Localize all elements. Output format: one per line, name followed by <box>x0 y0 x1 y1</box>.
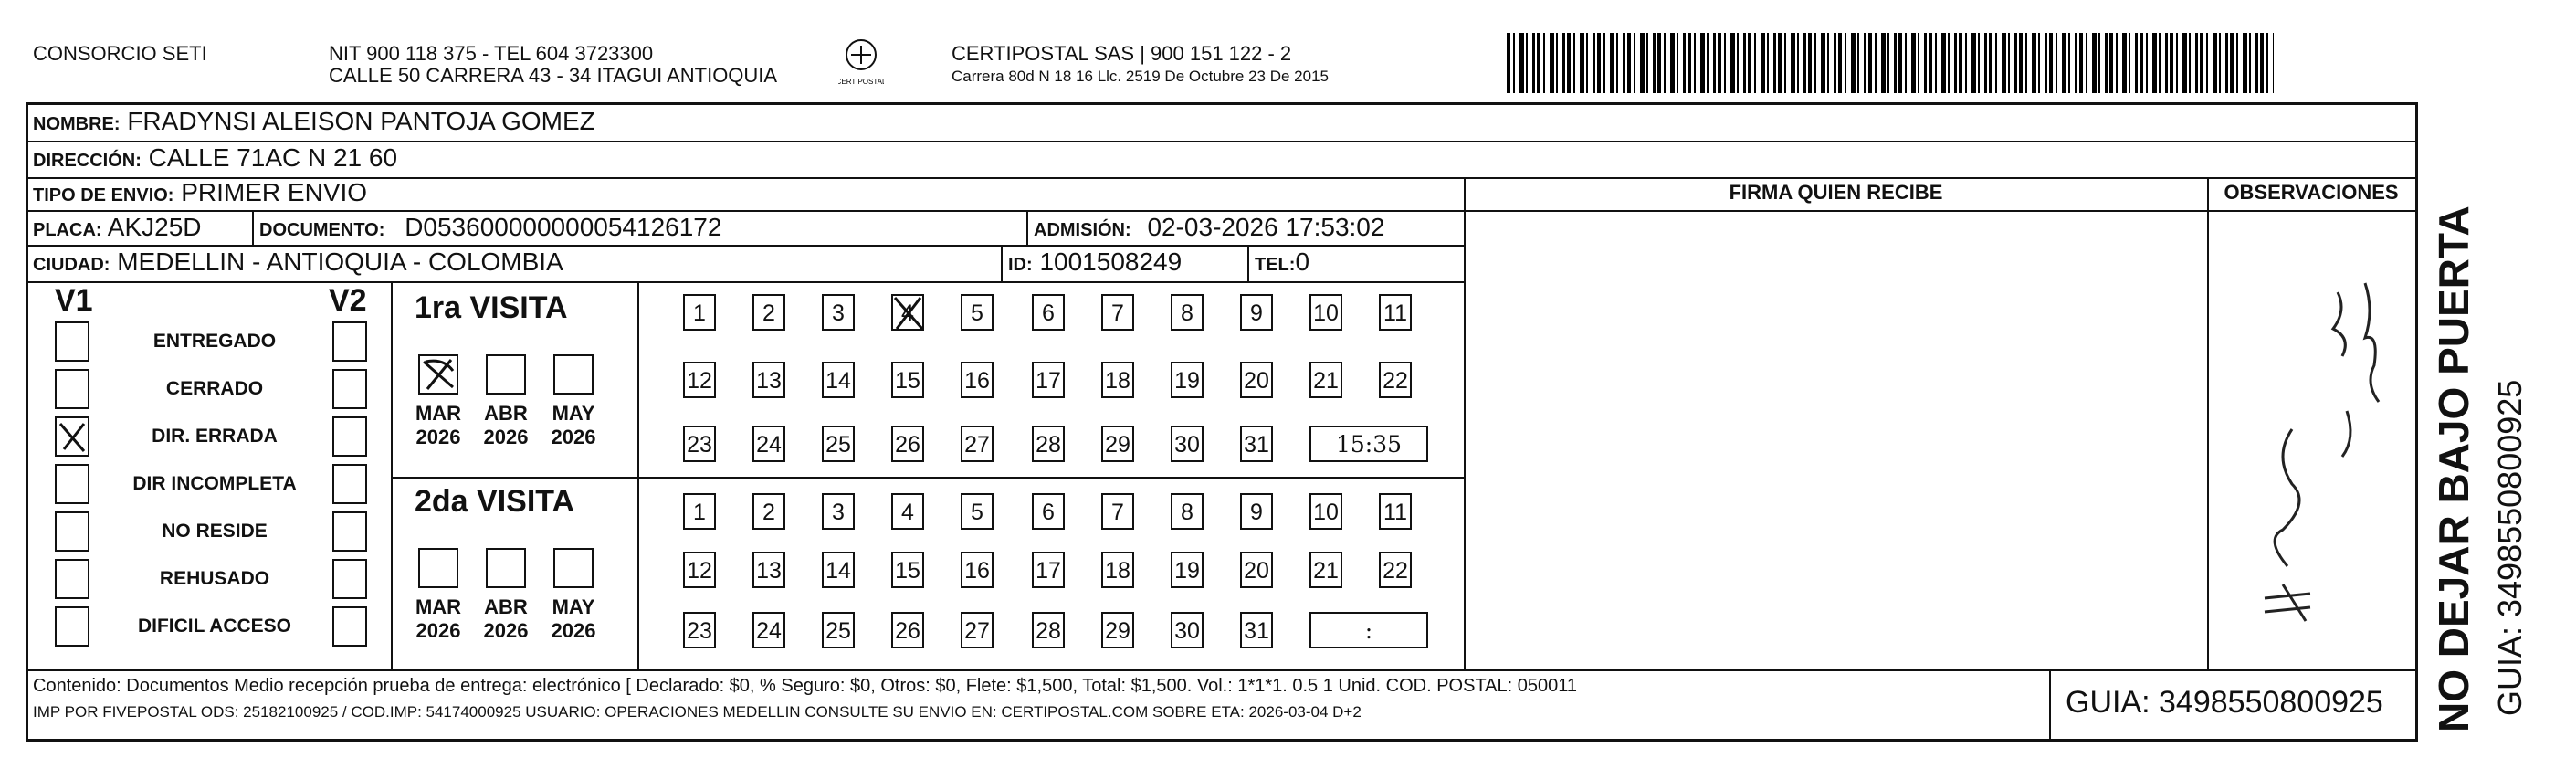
observation-handwriting <box>2228 237 2392 658</box>
status-label: DIFICIL ACCESO <box>137 616 291 637</box>
v1-checkbox[interactable] <box>55 559 89 599</box>
first-day-box[interactable]: 1 <box>683 294 716 331</box>
month-name: ABR <box>484 595 528 618</box>
id-value: 1001508249 <box>1039 247 1183 276</box>
status-label: DIR. ERRADA <box>152 426 278 447</box>
footer-guia: GUIA: 3498550800925 <box>2066 685 2383 720</box>
month-year: 2026 <box>483 619 529 642</box>
direccion-value: CALLE 71AC N 21 60 <box>148 143 398 172</box>
first-day-box[interactable]: 4 <box>891 294 924 331</box>
v2-checkbox[interactable] <box>332 321 367 362</box>
second-day-box[interactable]: 12 <box>683 552 716 588</box>
second-day-box[interactable]: 30 <box>1171 612 1204 648</box>
first-day-box[interactable]: 23 <box>683 426 716 462</box>
second-day-box[interactable]: 22 <box>1379 552 1412 588</box>
first-day-box[interactable]: 18 <box>1101 362 1134 398</box>
admision-value: 02-03-2026 17:53:02 <box>1147 213 1385 241</box>
second-month-label <box>543 595 604 643</box>
second-day-box[interactable]: 13 <box>752 552 785 588</box>
second-day-box[interactable]: 14 <box>822 552 855 588</box>
month-year: 2026 <box>415 426 461 448</box>
second-day-box[interactable]: 23 <box>683 612 716 648</box>
tel-label: TEL: <box>1255 255 1296 275</box>
direccion-label: DIRECCIÓN: <box>33 151 142 171</box>
tipo-value: PRIMER ENVIO <box>181 178 368 206</box>
status-label: NO RESIDE <box>162 521 268 542</box>
first-day-box[interactable]: 13 <box>752 362 785 398</box>
address-line: CALLE 50 CARRERA 43 - 34 ITAGUI ANTIOQUIA <box>329 64 778 87</box>
second-day-box[interactable]: 11 <box>1379 493 1412 530</box>
status-label: DIR INCOMPLETA <box>132 473 297 494</box>
second-visit-title: 2da VISITA <box>415 484 575 519</box>
month-year: 2026 <box>415 619 461 642</box>
svg-text:CERTIPOSTAL: CERTIPOSTAL <box>838 78 884 86</box>
v2-label: V2 <box>329 283 367 318</box>
ciudad-label: CIUDAD: <box>33 255 110 275</box>
side-panel <box>2420 102 2575 742</box>
first-day-box[interactable]: 30 <box>1171 426 1204 462</box>
status-label: CERRADO <box>165 378 264 399</box>
firma-label: FIRMA QUIEN RECIBE <box>1729 181 1943 204</box>
v2-checkbox[interactable] <box>332 606 367 647</box>
first-day-box[interactable]: 2 <box>752 294 785 331</box>
month-name: MAR <box>415 595 462 618</box>
day4-cross-mark <box>891 294 928 337</box>
barcode <box>1507 33 2274 93</box>
second-day-box[interactable]: 9 <box>1240 493 1273 530</box>
placa-label: PLACA: <box>33 220 102 240</box>
month-year: 2026 <box>551 426 596 448</box>
second-day-box[interactable]: 29 <box>1101 612 1134 648</box>
second-day-box[interactable]: 17 <box>1032 552 1065 588</box>
month-name: MAR <box>415 402 462 425</box>
second-month-box[interactable] <box>486 548 526 588</box>
first-day-box[interactable]: 27 <box>961 426 994 462</box>
documento-label: DOCUMENTO: <box>259 220 385 240</box>
first-time-box[interactable]: 15:35 <box>1309 426 1428 462</box>
month-year: 2026 <box>551 619 596 642</box>
second-month-box[interactable] <box>418 548 458 588</box>
second-day-box[interactable]: 10 <box>1309 493 1342 530</box>
status-label: ENTREGADO <box>152 331 277 352</box>
first-day-box[interactable]: 26 <box>891 426 924 462</box>
first-day-box[interactable]: 11 <box>1379 294 1412 331</box>
id-label: ID: <box>1008 255 1033 275</box>
second-day-box[interactable]: 7 <box>1101 493 1134 530</box>
tel-value: 0 <box>1295 247 1310 276</box>
v2-checkbox[interactable] <box>332 369 367 409</box>
v1-checkbox[interactable] <box>55 321 89 362</box>
footer-line2: IMP POR FIVEPOSTAL ODS: 25182100925 / COD.IMP: 54174000925 USUARIO: OPERACIONES MEDELLIN CONSULTE SU ENVIO EN: CERTIPOSTAL.COM SOBRE ETA: 2026-03-04 D+2 <box>33 703 1362 721</box>
observaciones-label: OBSERVACIONES <box>2224 181 2399 204</box>
first-month-box[interactable] <box>418 354 458 395</box>
second-day-box[interactable]: 2 <box>752 493 785 530</box>
month-year: 2026 <box>483 426 529 448</box>
first-day-box[interactable]: 28 <box>1032 426 1065 462</box>
first-month-label <box>476 402 536 449</box>
carrier-license: Carrera 80d N 18 16 Llc. 2519 De Octubre 23 De 2015 <box>952 68 1329 85</box>
status-label: REHUSADO <box>159 568 270 589</box>
first-day-box[interactable]: 17 <box>1032 362 1065 398</box>
month-name: ABR <box>484 402 528 425</box>
second-day-box[interactable]: 16 <box>961 552 994 588</box>
first-month-box[interactable] <box>553 354 594 395</box>
v1-checkbox[interactable] <box>55 511 89 552</box>
first-day-box[interactable]: 16 <box>961 362 994 398</box>
second-day-box[interactable]: 19 <box>1171 552 1204 588</box>
v2-checkbox[interactable] <box>332 464 367 504</box>
first-day-box[interactable]: 19 <box>1171 362 1204 398</box>
footer-line1: Contenido: Documentos Medio recepción prueba de entrega: electrónico [ Declarado: $0, % Seguro: $0, Otros: $0, Flete: $1,500, Total: $1,500. Vol.: 1*1*1. 0.5 1 Unid. COD. POSTAL: 050011 <box>33 676 1578 696</box>
nombre-label: NOMBRE: <box>33 114 121 134</box>
v1-checkbox[interactable] <box>55 369 89 409</box>
first-day-box[interactable]: 24 <box>752 426 785 462</box>
first-day-box[interactable]: 22 <box>1379 362 1412 398</box>
first-day-box[interactable]: 29 <box>1101 426 1134 462</box>
second-day-box[interactable]: 31 <box>1240 612 1273 648</box>
first-day-box[interactable]: 7 <box>1101 294 1134 331</box>
v1-checkbox[interactable] <box>55 416 89 457</box>
company-name: CONSORCIO SETI <box>33 42 207 65</box>
first-visit-title: 1ra VISITA <box>415 290 568 325</box>
nit-line: NIT 900 118 375 - TEL 604 3723300 <box>329 42 654 65</box>
placa-value: AKJ25D <box>107 213 202 241</box>
month-name: MAY <box>552 595 595 618</box>
first-day-box[interactable]: 31 <box>1240 426 1273 462</box>
second-day-box[interactable]: 8 <box>1171 493 1204 530</box>
v1-checkbox[interactable] <box>55 606 89 647</box>
first-month-label <box>408 402 468 449</box>
second-day-box[interactable]: 3 <box>822 493 855 530</box>
nombre-value: FRADYNSI ALEISON PANTOJA GOMEZ <box>127 107 595 135</box>
first-day-box[interactable]: 25 <box>822 426 855 462</box>
second-day-box[interactable]: 1 <box>683 493 716 530</box>
second-day-box[interactable]: 6 <box>1032 493 1065 530</box>
first-day-box[interactable]: 15 <box>891 362 924 398</box>
first-month-label <box>543 402 604 449</box>
v2-checkbox[interactable] <box>332 559 367 599</box>
v1-label: V1 <box>55 283 93 318</box>
second-day-box[interactable]: 24 <box>752 612 785 648</box>
first-day-box[interactable]: 9 <box>1240 294 1273 331</box>
side-guia: GUIA: 3498550800925 <box>2491 379 2529 716</box>
second-day-box[interactable]: 5 <box>961 493 994 530</box>
certipostal-logo <box>838 37 884 86</box>
carrier-line: CERTIPOSTAL SAS | 900 151 122 - 2 <box>952 42 1292 65</box>
second-month-label <box>408 595 468 643</box>
first-day-box[interactable]: 21 <box>1309 362 1342 398</box>
first-day-box[interactable]: 6 <box>1032 294 1065 331</box>
second-day-box[interactable]: 15 <box>891 552 924 588</box>
second-day-box[interactable]: 28 <box>1032 612 1065 648</box>
documento-value: D053600000000054126172 <box>405 213 722 241</box>
second-day-box[interactable]: 26 <box>891 612 924 648</box>
second-day-box[interactable]: 4 <box>891 493 924 530</box>
second-month-label <box>476 595 536 643</box>
ciudad-value: MEDELLIN - ANTIOQUIA - COLOMBIA <box>117 247 563 276</box>
no-dejar-text: NO DEJAR BAJO PUERTA <box>2430 205 2477 732</box>
second-day-box[interactable]: 27 <box>961 612 994 648</box>
admision-label: ADMISIÓN: <box>1034 220 1131 240</box>
month-name: MAY <box>552 402 595 425</box>
first-day-box[interactable]: 12 <box>683 362 716 398</box>
v1-checkbox[interactable] <box>55 464 89 504</box>
first-day-box[interactable]: 10 <box>1309 294 1342 331</box>
second-day-box[interactable]: 25 <box>822 612 855 648</box>
second-month-box[interactable] <box>553 548 594 588</box>
v2-checkbox[interactable] <box>332 511 367 552</box>
first-day-box[interactable]: 5 <box>961 294 994 331</box>
first-day-box[interactable]: 3 <box>822 294 855 331</box>
v2-checkbox[interactable] <box>332 416 367 457</box>
second-time-box[interactable]: : <box>1309 612 1428 648</box>
first-day-box[interactable]: 8 <box>1171 294 1204 331</box>
first-month-box[interactable] <box>486 354 526 395</box>
second-day-box[interactable]: 18 <box>1101 552 1134 588</box>
first-day-box[interactable]: 20 <box>1240 362 1273 398</box>
tipo-label: TIPO DE ENVIO: <box>33 185 174 205</box>
first-day-box[interactable]: 14 <box>822 362 855 398</box>
second-day-box[interactable]: 21 <box>1309 552 1342 588</box>
second-day-box[interactable]: 20 <box>1240 552 1273 588</box>
